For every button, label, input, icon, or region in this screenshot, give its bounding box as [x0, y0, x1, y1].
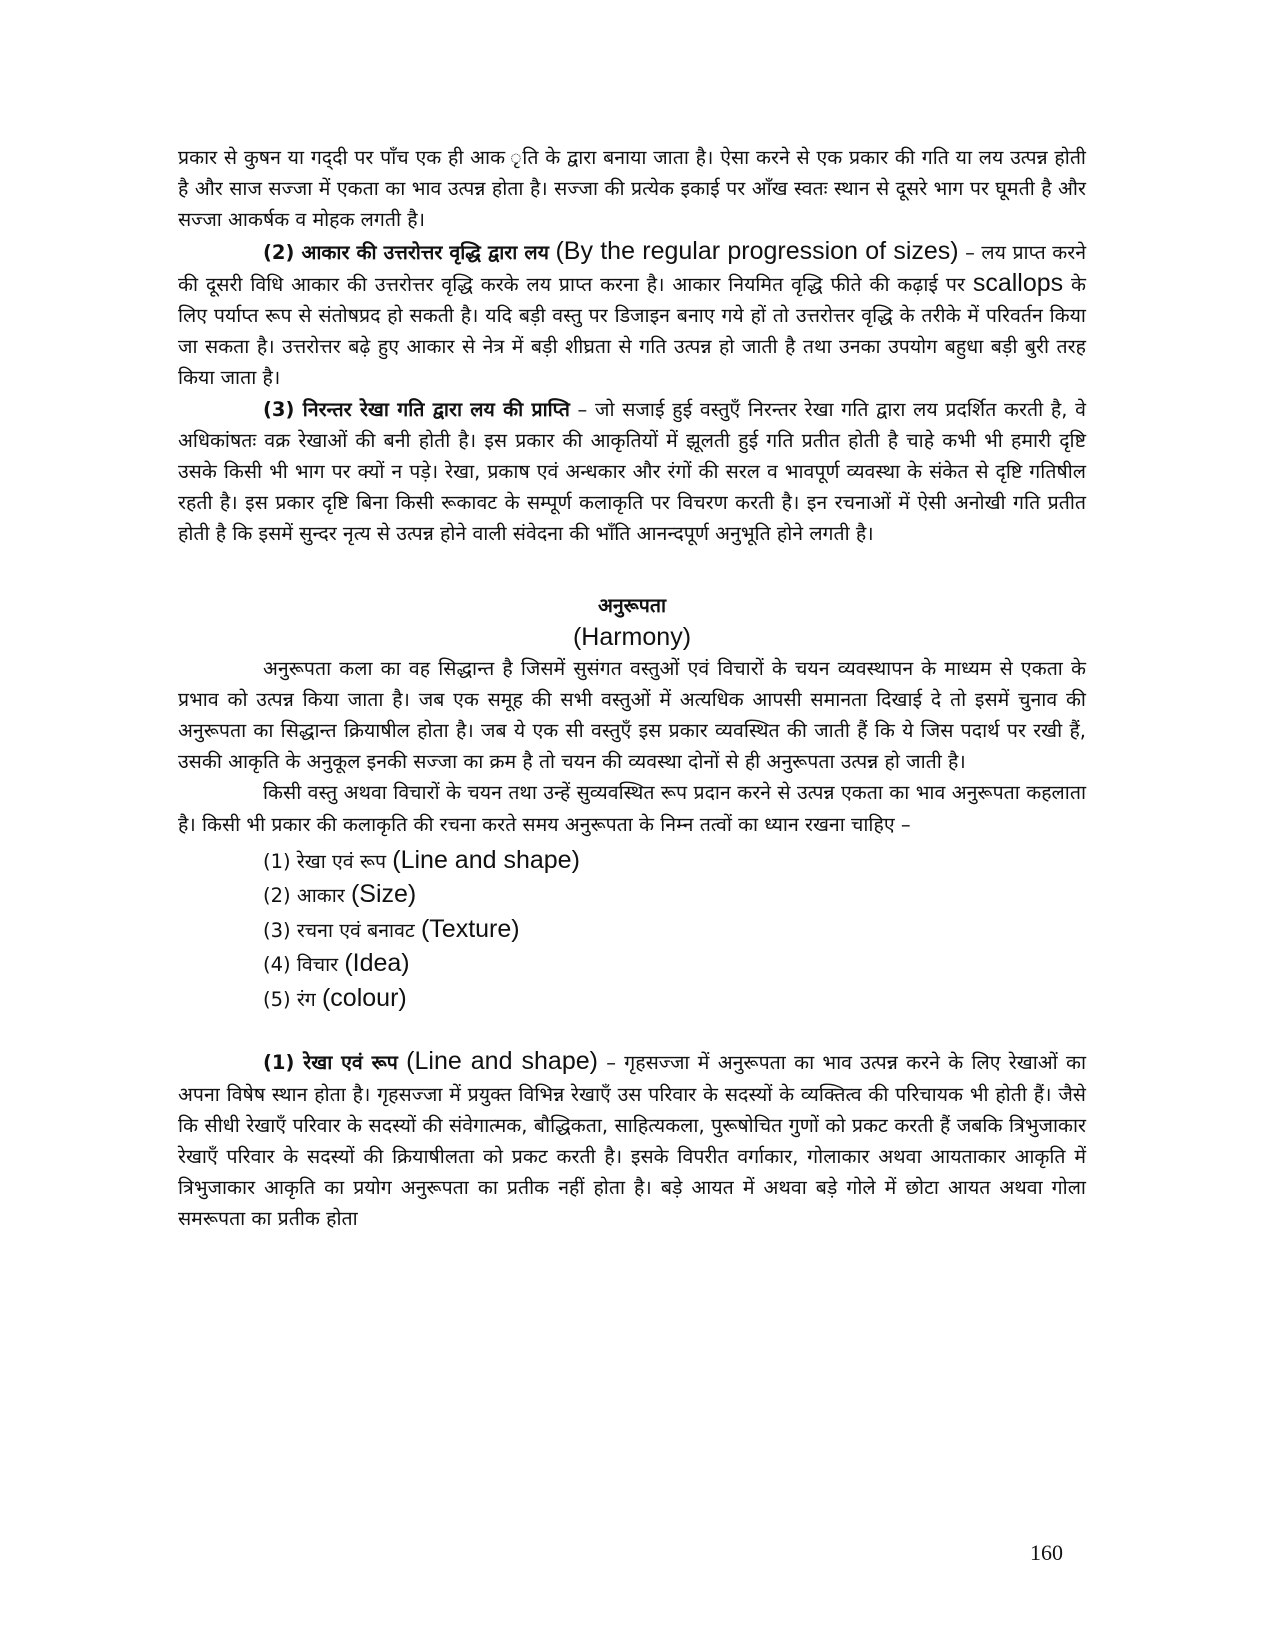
subheading-continuous-line: (3) निरन्तर रेखा गति द्वारा लय की प्राप्ति: [263, 397, 570, 421]
page-body: [178, 142, 1086, 1235]
paragraph-rhythm-repetition: प्रकार से कुषन या गद्‌दी पर पाँच एक ही आक ृति के द्वारा बनाया जाता है। ऐसा करने से एक प्रकार की गति या लय उत्पन्न होती है और साज सज्जा में एकता का भाव उत्पन्न होता है। सज्जा की प्रत्येक इकाई पर आँख स्वतः स्थान से दूसरे भाग पर घूमती है और सज्जा आकर्षक व मोहक लगती है।: [178, 146, 1086, 232]
paragraph-line-and-shape: [178, 1046, 1086, 1234]
progression-text-a: – लय प्राप्त करने की दूसरी विधि आकार की उत्तरोत्तर वृद्धि करके लय प्राप्त करना है। आकार नियमित वृद्धि फीते की कढ़ाई पर: [178, 240, 1087, 296]
list-item: (5) रंग (colour): [263, 983, 407, 1012]
paragraph-harmony-definition: अनुरूपता कला का वह सिद्धान्त है जिसमें सुसंगत वस्तुओं एवं विचारों के चयन व्यवस्थापन के माध्यम से एकता के प्रभाव को उत्पन्न किया जाता है। जब एक समूह की सभी वस्तुओं में अत्यधिक आपसी समानता दिखाई दे तो इसमें चुनाव की अनुरूपता का सिद्धान्त क्रियाषील होता है। जब ये एक सी वस्तुएँ इस प्रकार व्यवस्थित की जाती हैं कि ये जिस पदार्थ पर रखी हैं, उसकी आकृति के अनुकूल इनकी सज्जा का क्रम है तो चयन की व्यवस्था दोनों से ही अनुरूपता उत्पन्न हो जाती है।: [178, 656, 1086, 774]
subheading-line-and-shape-en: (Line and shape): [406, 1047, 598, 1076]
scallops-term: scallops: [972, 268, 1064, 297]
spacer: [178, 1016, 1086, 1046]
section-heading: [178, 590, 1086, 653]
line-and-shape-text: – गृहसज्जा में अनुरूपता का भाव उत्पन्न करने के लिए रेखाओं का अपना विषेष स्थान होता है। गृहसज्जा में प्रयुक्त विभिन्न रेखाएँ उस परिवार के सदस्यों के व्यक्तित्व की परिचायक भी होती हैं। जैसे कि सीधी रेखाएँ परिवार के सदस्यों की संवेगात्मक, बौद्धिकता, साहित्यकला, पुरूषोचित गुणों को प्रकट करती हैं जबकि त्रिभुजाकार रेखाएँ परिवार के सदस्यों की क्रियाषीलता को प्रकट करती है। इसके विपरीत वर्गाकार, गोलाकार अथवा आयताकार आकृति में त्रिभुजाकार आकृति का प्रयोग अनुरूपता का प्रतीक नहीं होता है। बड़े आयत में अथवा बड़े गोले में छोटा आयत अथवा गोला समरूपता का प्रतीक होता: [178, 1051, 1087, 1231]
subheading-line-and-shape: (1) रेखा एवं रूप: [263, 1051, 398, 1075]
section-title-hindi: अनुरूपता: [597, 593, 667, 617]
harmony-elements-list: [178, 844, 1086, 1017]
subheading-progression: (2) आकार की उत्तरोत्तर वृद्धि द्वारा लय: [263, 240, 549, 264]
list-item: (1) रेखा एवं रूप (Line and shape): [263, 845, 580, 874]
list-item: (2) आकार (Size): [263, 880, 417, 909]
section-title-english: (Harmony): [572, 622, 692, 651]
progression-text-b: के लिए पर्याप्त रूप से संतोषप्रद हो सकती है। यदि बड़ी वस्तु पर डिजाइन बनाए गये हों तो उत्तरोत्तर वृद्धि के तरीके में परिवर्तन किया जा सकता है। उत्तरोत्तर बढ़े हुए आकार से नेत्र में बड़ी शीघ्रता से गति उत्पन्न हो जाती है तथा उनका उपयोग बहुधा बड़ी बुरी तरह किया जाता है।: [178, 272, 1086, 390]
subheading-progression-en: (By the regular progression of sizes): [555, 236, 959, 265]
paragraph-harmony-elements-intro: किसी वस्तु अथवा विचारों के चयन तथा उन्हें सुव्यवस्थित रूप प्रदान करने से उत्पन्न एकता का भाव अनुरूपता कहलाता है। किसी भी प्रकार की कलाकृति की रचना करते समय अनुरूपता के निम्न तत्वों का ध्यान रखना चाहिए –: [178, 781, 1086, 836]
continuous-line-text: – जो सजाई हुई वस्तुएँ निरन्तर रेखा गति द्वारा लय प्रदर्शित करती है, वे अधिकांषतः वक्र रेखाओं की बनी होती है। इस प्रकार की आकृतियों में झूलती हुई गति प्रतीत होती है चाहे कभी भी हमारी दृष्टि उसके किसी भी भाग पर क्यों न पड़े। रेखा, प्रकाष एवं अन्धकार और रंगों की सरल व भावपूर्ण व्यवस्था के संकेत से दृष्टि गतिषील रहती है। इस प्रकार दृष्टि बिना किसी रूकावट के सम्पूर्ण कलाकृति पर विचरण करती है। इन रचनाओं में ऐसी अनोखी गति प्रतीत होती है कि इसमें सुन्दर नृत्य से उत्पन्न होने वाली संवेदना की भाँति आनन्दपूर्ण अनुभूति होने लगती है।: [178, 397, 1086, 546]
paragraph-continuous-line: [178, 394, 1086, 550]
paragraph-progression-of-sizes: [178, 236, 1086, 394]
list-item: (4) विचार (Idea): [263, 949, 410, 978]
page-number: 160: [1030, 1540, 1063, 1565]
list-item: (3) रचना एवं बनावट (Texture): [263, 914, 520, 943]
